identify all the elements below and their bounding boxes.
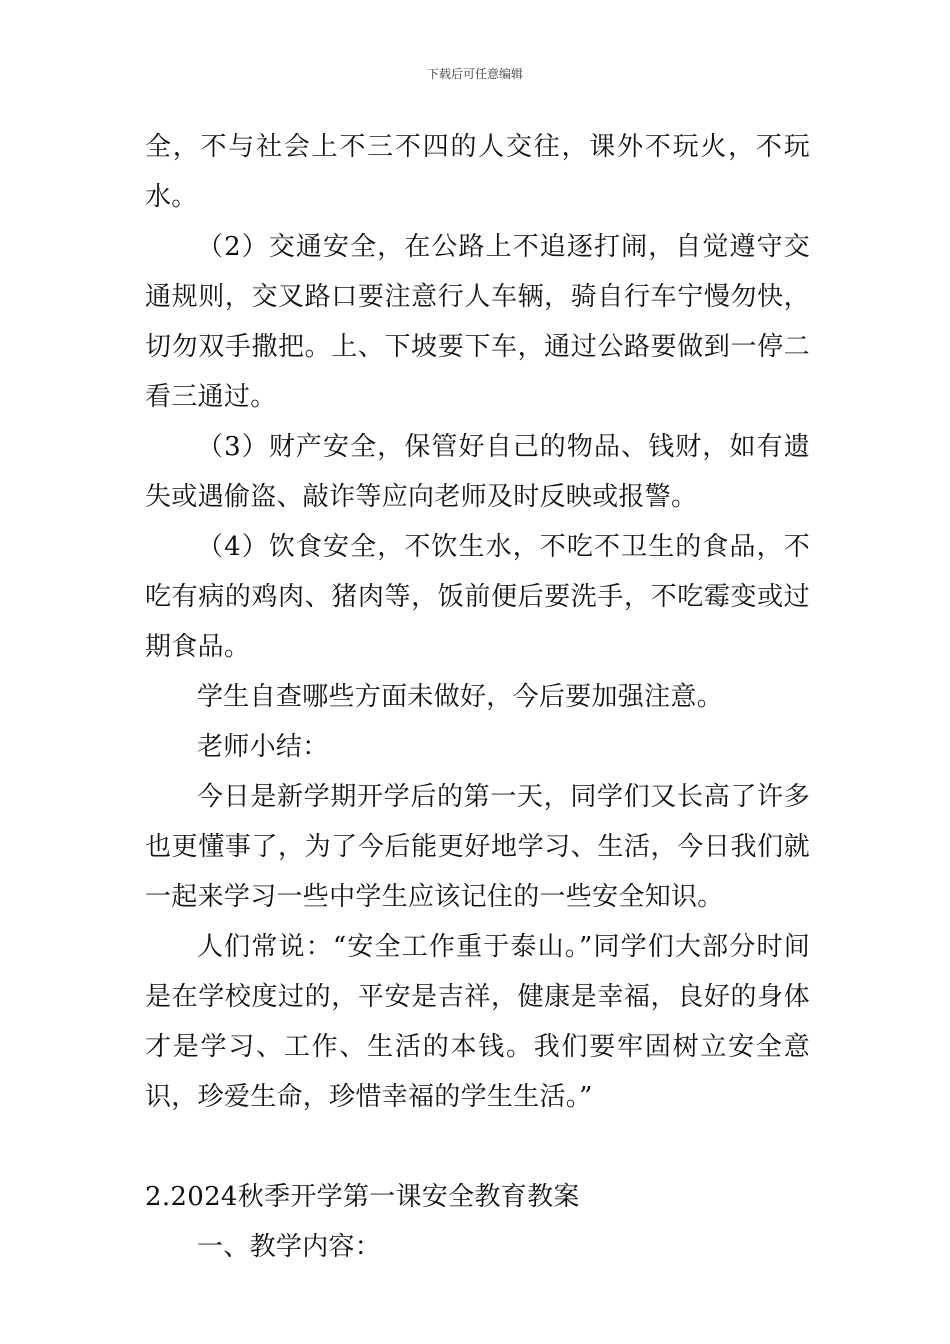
- page-header: 下载后可任意编辑: [426, 67, 523, 81]
- paragraph-traffic-safety: （2）交通安全，在公路上不追逐打闹，自觉遵守交通规则，交叉路口要注意行人车辆，骑自行车宁慢勿快，切勿双手撒把。上、下坡要下车，通过公路要做到一停二看三通过。: [145, 232, 810, 412]
- paragraph-first-day: 今日是新学期开学后的第一天，同学们又长高了许多也更懂事了，为了今后能更好地学习、生活，今日我们就一起来学习一些中学生应该记住的一些安全知识。: [145, 782, 810, 912]
- section-gap: [145, 1122, 810, 1172]
- paragraph-safety-continuation: 全，不与社会上不三不四的人交往，课外不玩火，不玩水。: [145, 132, 810, 212]
- document-body: [145, 122, 810, 1272]
- paragraph-safety-quote: 人们常说：“安全工作重于泰山。”同学们大部分时间是在学校度过的，平安是吉祥，健康是幸福，良好的身体才是学习、工作、生活的本钱。我们要牢固树立安全意识，珍爱生命，珍惜幸福的学生生活。”: [145, 932, 810, 1112]
- paragraph-property-safety: （3）财产安全，保管好自己的物品、钱财，如有遗失或遇偷盗、敲诈等应向老师及时反映或报警。: [145, 432, 810, 512]
- paragraph-self-check: 学生自查哪些方面未做好，今后要加强注意。: [197, 682, 724, 712]
- section-title: 2.2024秋季开学第一课安全教育教案: [145, 1182, 580, 1212]
- subsection-heading: 一、教学内容：: [197, 1232, 382, 1262]
- paragraph-teacher-summary-label: 老师小结：: [197, 732, 329, 762]
- paragraph-food-safety: （4）饮食安全，不饮生水，不吃不卫生的食品，不吃有病的鸡肉、猪肉等，饭前便后要洗手，不吃霉变或过期食品。: [145, 532, 810, 662]
